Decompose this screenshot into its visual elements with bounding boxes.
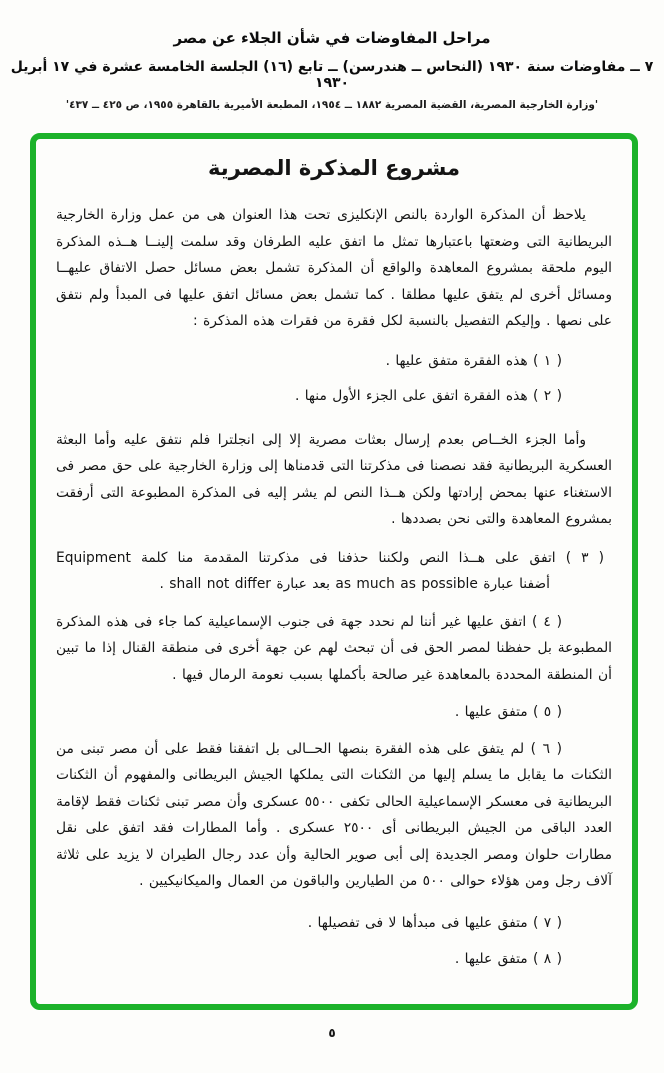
memo-item-3-line-1: ( ٣ ) اتفق على هــذا النص ولكننا حذفنا فى مذكرتنا المقدمة منا كلمة Equipment [56,549,604,566]
page-header [0,0,664,111]
green-highlight-frame [30,133,638,1010]
document-series-title: مراحل المفاوضات في شأن الجلاء عن مصر [173,29,491,47]
memo-item-7: ( ٧ ) متفق عليها فى مبدأها لا فى تفصيلها . [307,914,562,931]
memo-item-8: ( ٨ ) متفق عليها . [454,951,562,967]
memo-military-mission-paragraph: وأما الجزء الخــاص بعدم إرسال بعثات مصرية إلا إلى انجلترا فلم نتفق عليه وأما البعثة العسكرية البريطانية فقد نصصنا فى مذكرتنا التى قدمناها إلى وزارة الخارجية على حق مصر فى الاستغناء عنها بمحض إرادتها ولكن هــذا النص لم يشر إليه فى المذكرة المطبوعة التى أرفقت بمشروع المعاهدة والتى نحن بصددها . [56,431,612,527]
memo-item-6: ( ٦ ) لم يتفق على هذه الفقرة بنصها الحــالى بل اتفقنا فقط على أن مصر تبنى من الثكنات ما يقابل ما يسلم إليها من الثكنات التى يملكها الجيش البريطانى والمفهوم أن الثكنات البريطانية فى معسكر الإسماعيلية الحالى تكفى ٥٥٠٠ عسكرى وأن مصر تبنى ثكنات فقط لإقامة العدد الباقى من الجيش البريطانى أى ٢٥٠٠ عسكرى . وأما المطارات فقد اتفق على نقل مطارات حلوان ومصر الجديدة إلى أبى صوير الحالية وأن عدد رجال الطيران لا يزيد على ثلاثة آلاف رجل ومن هؤلاء حوالى ٥٠٠ من الطيارين والباقون من العمال والميكانيكيين . [56,740,612,889]
memo-item-3-line-2: أضفنا عبارة as much as possible بعد عبارة shall not differ . [159,576,550,592]
page-number: ٥ [328,1026,336,1040]
memo-intro-paragraph: يلاحظ أن المذكرة الواردة بالنص الإنكليزى تحت هذا العنوان هى من عمل وزارة الخارجية البريطانية التى وضعتها باعتبارها تمثل ما اتفق عليه الطرفان وقد سلمت إلينــا هــذه المذكرة اليوم ملحقة بمشروع المعاهدة والواقع أن المذكرة تشمل بعض مسائل حصل الاتفاق عليهــا ومسائل أخرى لم يتفق عليها مطلقا . كما تشمل بعض مسائل اتفق عليها فى المبدأ ولم نتفق على نصها . وإليكم التفصيل بالنسبة لكل فقرة من فقرات هذه المذكرة : [56,207,612,329]
memo-title: مشروع المذكرة المصرية [208,156,460,180]
memo-item-1: ( ١ ) هذه الفقرة متفق عليها . [385,352,562,369]
memo-item-3 [56,545,612,598]
memo-item-5: ( ٥ ) متفق عليها . [454,704,562,720]
memo-item-4: ( ٤ ) اتفق عليها غير أننا لم نحدد جهة فى جنوب الإسماعيلية كما جاء فى هذه المذكرة المطبوعة بل حفظنا لمصر الحق فى أن تبحث لهم عن جهة أخرى فى منطقة القنال إذا ما تبين أن المنطقة المحددة بالمعاهدة غير صالحة بأكملها بسبب نعومة الرمال فيها . [56,613,612,683]
memo-item-2: ( ٢ ) هذه الفقرة اتفق على الجزء الأول منها . [294,388,562,404]
session-heading: ٧ ــ مفاوضات سنة ١٩٣٠ (النحاس ــ هندرسن) ــ تابع (١٦) الجلسة الخامسة عشرة في ١٧ أبريل ١٩٣٠ [10,59,654,91]
source-citation: 'وزارة الخارجية المصرية، القضية المصرية ١٨٨٢ ــ ١٩٥٤، المطبعة الأميرية بالقاهرة ١٩٥٥، ص ٤٢٥ ــ ٤٣٧' [65,99,599,111]
